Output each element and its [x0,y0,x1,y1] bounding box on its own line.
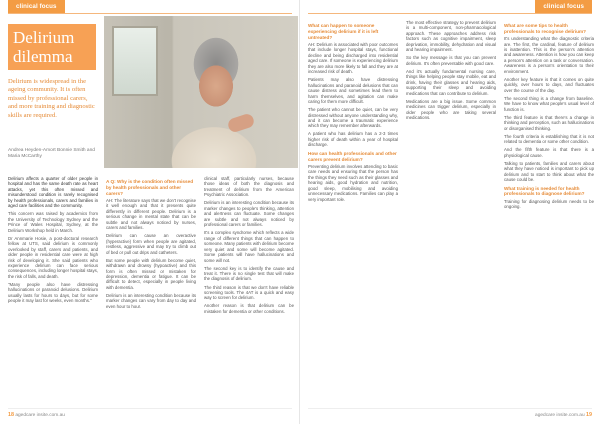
paragraph: But some people with delirium become quiet, withdrawn and drowsy (hypoactive) and this form is often missed or mistaken for depression, dementia or fatigue. It can be difficult to detect, especially in people living with dementia. [106,257,196,290]
paragraph: Delirium can cause an overactive (hyperactive) form when people are agitated, restless, aggressive and may try to climb out of bed or pull out drips and catheters. [106,233,196,255]
question-heading: A Q: Why is the condition often missed by health professionals and other carers? [106,179,194,196]
paragraph: And the fifth feature is that there is a physiological cause. [504,147,594,158]
paragraph: Delirium affects a quarter of older people in hospital and has the same death rate as heart attacks, yet this often missed and misunderstood condition is rarely recognised by health professionals, carers and families in aged care facilities and the community. [8,176,98,209]
page-number: 19 [586,412,592,418]
article-photo [104,16,298,168]
paragraph: The second thing is a change from baseline. We have to know what people's usual level of function is. [504,95,594,112]
paragraph: It's understanding what the diagnostic criteria are. The first, the cardinal, feature of delirium is inattention. This is the person's attention and awareness. Attention is how you can keep a person's attention on a task or conversation. Awareness is a person's orientation to their environment. [504,36,594,74]
paragraph: A patient who has delirium has a 2-3 times higher risk of death within a year of hospital discharge. [308,131,398,148]
right-page [300,0,600,424]
paragraph: Medications are a big issue. Some common medicines can trigger delirium, especially in older people who are taking several medications. [406,98,496,121]
paragraph: The third feature is that there's a change in thinking and perception, such as hallucinations or disorganised thinking. [504,114,594,131]
page-footer [535,412,592,418]
column-3 [504,20,594,404]
section-tab: clinical focus [535,0,592,13]
question-heading: What are some tips to health professionals to recognise delirium? [504,23,587,34]
paragraph: Talking to patients, families and carers about what they have noticed is important to pick up delirium and to start to think about what the cause could be. [504,160,594,183]
top-rule [308,13,592,14]
paragraph: clinical staff, particularly nurses, because those ideas of both the diagnosis and treatment of delirium from the American Psychiatric Association. [204,176,294,198]
column-2 [106,176,196,404]
paragraph: The third reason is that we don't have reliable screening tools. The 4AT is a quick and easy way to screen for delirium. [204,284,294,301]
byline: Andrea Heyden-Amort Bonnie Smith and Maria McCarthy [8,148,95,160]
footer-site: agedcare insite.com.au [535,413,585,418]
page-footer [8,412,65,418]
paragraph: AH: The literature says that we don't recognise it well enough and that it presents quite differently in different people. Delirium is a serious change in mental state that can be subtle and not always noticed by nurses, carers and families. [106,197,196,231]
paragraph: The second key is to identify the cause and treat it. There is no single test that will make the diagnosis of delirium. [204,265,294,282]
paragraph: And it's actually fundamental nursing care, things like helping people stay mobile, eat and drink, having their glasses and hearing aids, supporting their sleep and avoiding medications that can contribute to delirium. [406,68,496,96]
paragraph: Dr Annmarie Hosie, a post-doctoral research fellow at UTS, said delirium is commonly overlooked by staff, carers and patients, and older people in residential care were at high risk of developing it. She said patients who experience delirium can face serious consequences, including longer hospital stays, the risk of falls, and death. [8,235,98,279]
paragraph: The patient who cannot be quiet, can be very distressed without anyone understanding why, and it can become a traumatic experience which they may remember afterwards. [308,107,398,129]
paragraph: This concern was raised by academics from the University of Technology Sydney and the Prince of Wales Hospital, Sydney, at the Delirium Workshop held in March. [8,211,98,233]
paragraph: The most effective strategy to prevent delirium is a multi-component, non-pharmacological approach. These approaches address risk factors such as cognitive impairment, sleep deprivation, immobility, dehydration and visual and hearing impairment. [406,20,496,53]
column-3 [204,176,294,404]
article-title: Delirium dilemma [8,24,96,70]
paragraph: It's a complex syndrome which reflects a wide range of different things that can happen to someone. Many patients with delirium become very quiet and some will become agitated. Some patients will have hallucinations and some will not. [204,230,294,263]
photo-hand [226,112,255,133]
question-heading: What can happen to someone experiencing delirium if it is left untreated? [308,23,379,40]
column-1 [8,176,98,404]
paragraph: Another reason is that delirium can be mistaken for dementia or other conditions. [204,303,294,314]
page-number: 18 [8,412,14,418]
paragraph: The fourth criteria is establishing that it is not related to dementia or some other condition. [504,133,594,145]
paragraph: Preventing delirium involves attending to basic care needs and ensuring that the person has the things they need such as their glasses and hearing aids, good hydration and nutrition, good sleep, mobilising and avoiding unnecessary medications. Families can play a very important role. [308,163,398,202]
photo-window [112,26,158,96]
paragraph: Delirium is an interesting condition because its marker changes can vary from day to day and even hour to hour. [106,292,196,309]
paragraph: So the key message is that you can prevent delirium. It's often preventable with good care. [406,55,496,66]
footer-site: agedcare insite.com.au [15,413,65,418]
paragraph: AH: Delirium is associated with poor outcomes that include longer hospital stays, functional decline and being discharged into residential aged care. If someone is experiencing delirium they are also more likely to fall and they are at increased risk of death. [308,41,398,75]
footer-rule [308,408,592,409]
column-1 [308,20,398,404]
paragraph: Another key feature is that it comes on quite quickly, over hours to days, and fluctuates over the course of the day. [504,76,594,93]
paragraph: "Many people also have distressing hallucinations or paranoid delusions. Delirium usually lasts for hours to days, but for some people it may last for weeks, even months." [8,281,98,304]
section-tab: clinical focus [8,0,65,13]
paragraph: Delirium is an interesting condition because its marker changes to people's thinking, attention and alertness can fluctuate. Some changes are subtle and not always noticed by professional carers or families. [204,200,294,228]
question-heading: What training is needed for health professionals to diagnose delirium? [504,185,585,197]
standfirst: Delirium is widespread in the ageing community. It is often missed by professional carers, and more training and diagnostic skills are required. [8,78,95,119]
question-heading: How can health professionals and other carers prevent delirium? [308,150,397,162]
paragraph: Training for diagnosing delirium needs to be ongoing. [504,198,594,210]
paragraph: Patients may also have distressing hallucinations and paranoid delusions that can cause distress and sometimes lead them to harm themselves, and agitation can make caring for them more difficult. [308,77,398,105]
column-2 [406,20,496,404]
footer-rule [8,408,292,409]
top-rule [8,13,292,14]
